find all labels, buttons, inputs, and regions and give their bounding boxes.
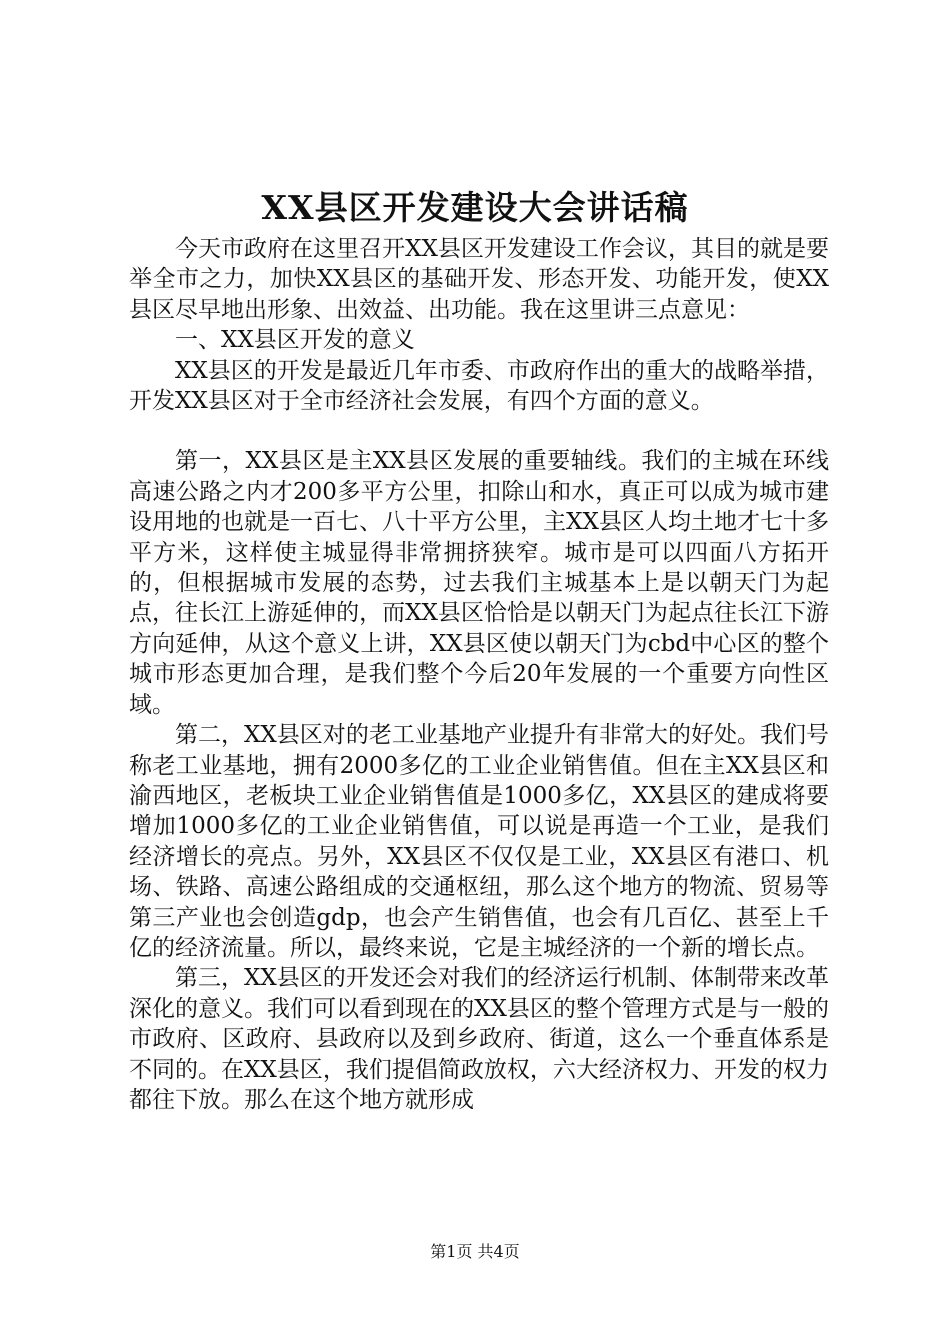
page-number-footer: 第1页 共4页	[430, 1242, 520, 1261]
document-title: XX县区开发建设大会讲话稿	[261, 188, 689, 227]
point-three-paragraph: 第三，XX县区的开发还会对我们的经济运行机制、体制带来改革深化的意义。我们可以看到现在的XX县区的整个管理方式是与一般的市政府、区政府、县政府以及到乡政府、街道，这么一个垂直体系是不同的。在XX县区，我们提倡简政放权，六大经济权力、开发的权力都往下放。那么在这个地方就形成	[129, 965, 829, 1113]
document-body	[129, 234, 829, 1115]
point-one-paragraph: 第一，XX县区是主XX县区发展的重要轴线。我们的主城在环线高速公路之内才200多平方公里，扣除山和水，真正可以成为城市建设用地的也就是一百七、八十平方公里，主XX县区人均土地才七十多平方米，这样使主城显得非常拥挤狭窄。城市是可以四面八方拓开的，但根据城市发展的态势，过去我们主城基本上是以朝天门为起点，往长江上游延伸的，而XX县区恰恰是以朝天门为起点往长江下游方向延伸，从这个意义上讲，XX县区使以朝天门为cbd中心区的整个城市形态更加合理，是我们整个今后20年发展的一个重要方向性区域。	[129, 448, 829, 718]
point-two-paragraph: 第二，XX县区对的老工业基地产业提升有非常大的好处。我们号称老工业基地，拥有2000多亿的工业企业销售值。但在主XX县区和渝西地区，老板块工业企业销售值是1000多亿，XX县区的建成将要增加1000多亿的工业企业销售值，可以说是再造一个工业，是我们经济增长的亮点。另外，XX县区不仅仅是工业，XX县区有港口、机场、铁路、高速公路组成的交通枢纽，那么这个地方的物流、贸易等第三产业也会创造gdp，也会产生销售值，也会有几百亿、甚至上千亿的经济流量。所以，最终来说，它是主城经济的一个新的增长点。	[129, 722, 829, 961]
section-heading-1: 一、XX县区开发的意义	[175, 327, 415, 354]
intro-paragraph: 今天市政府在这里召开XX县区开发建设工作会议，其目的就是要举全市之力，加快XX县区的基础开发、形态开发、功能开发，使XX县区尽早地出形象、出效益、出功能。我在这里讲三点意见：	[129, 236, 829, 323]
paragraph-gap	[129, 416, 829, 446]
section-1-summary-paragraph: XX县区的开发是最近几年市委、市政府作出的重大的战略举措，开发XX县区对于全市经济社会发展，有四个方面的意义。	[129, 357, 829, 415]
